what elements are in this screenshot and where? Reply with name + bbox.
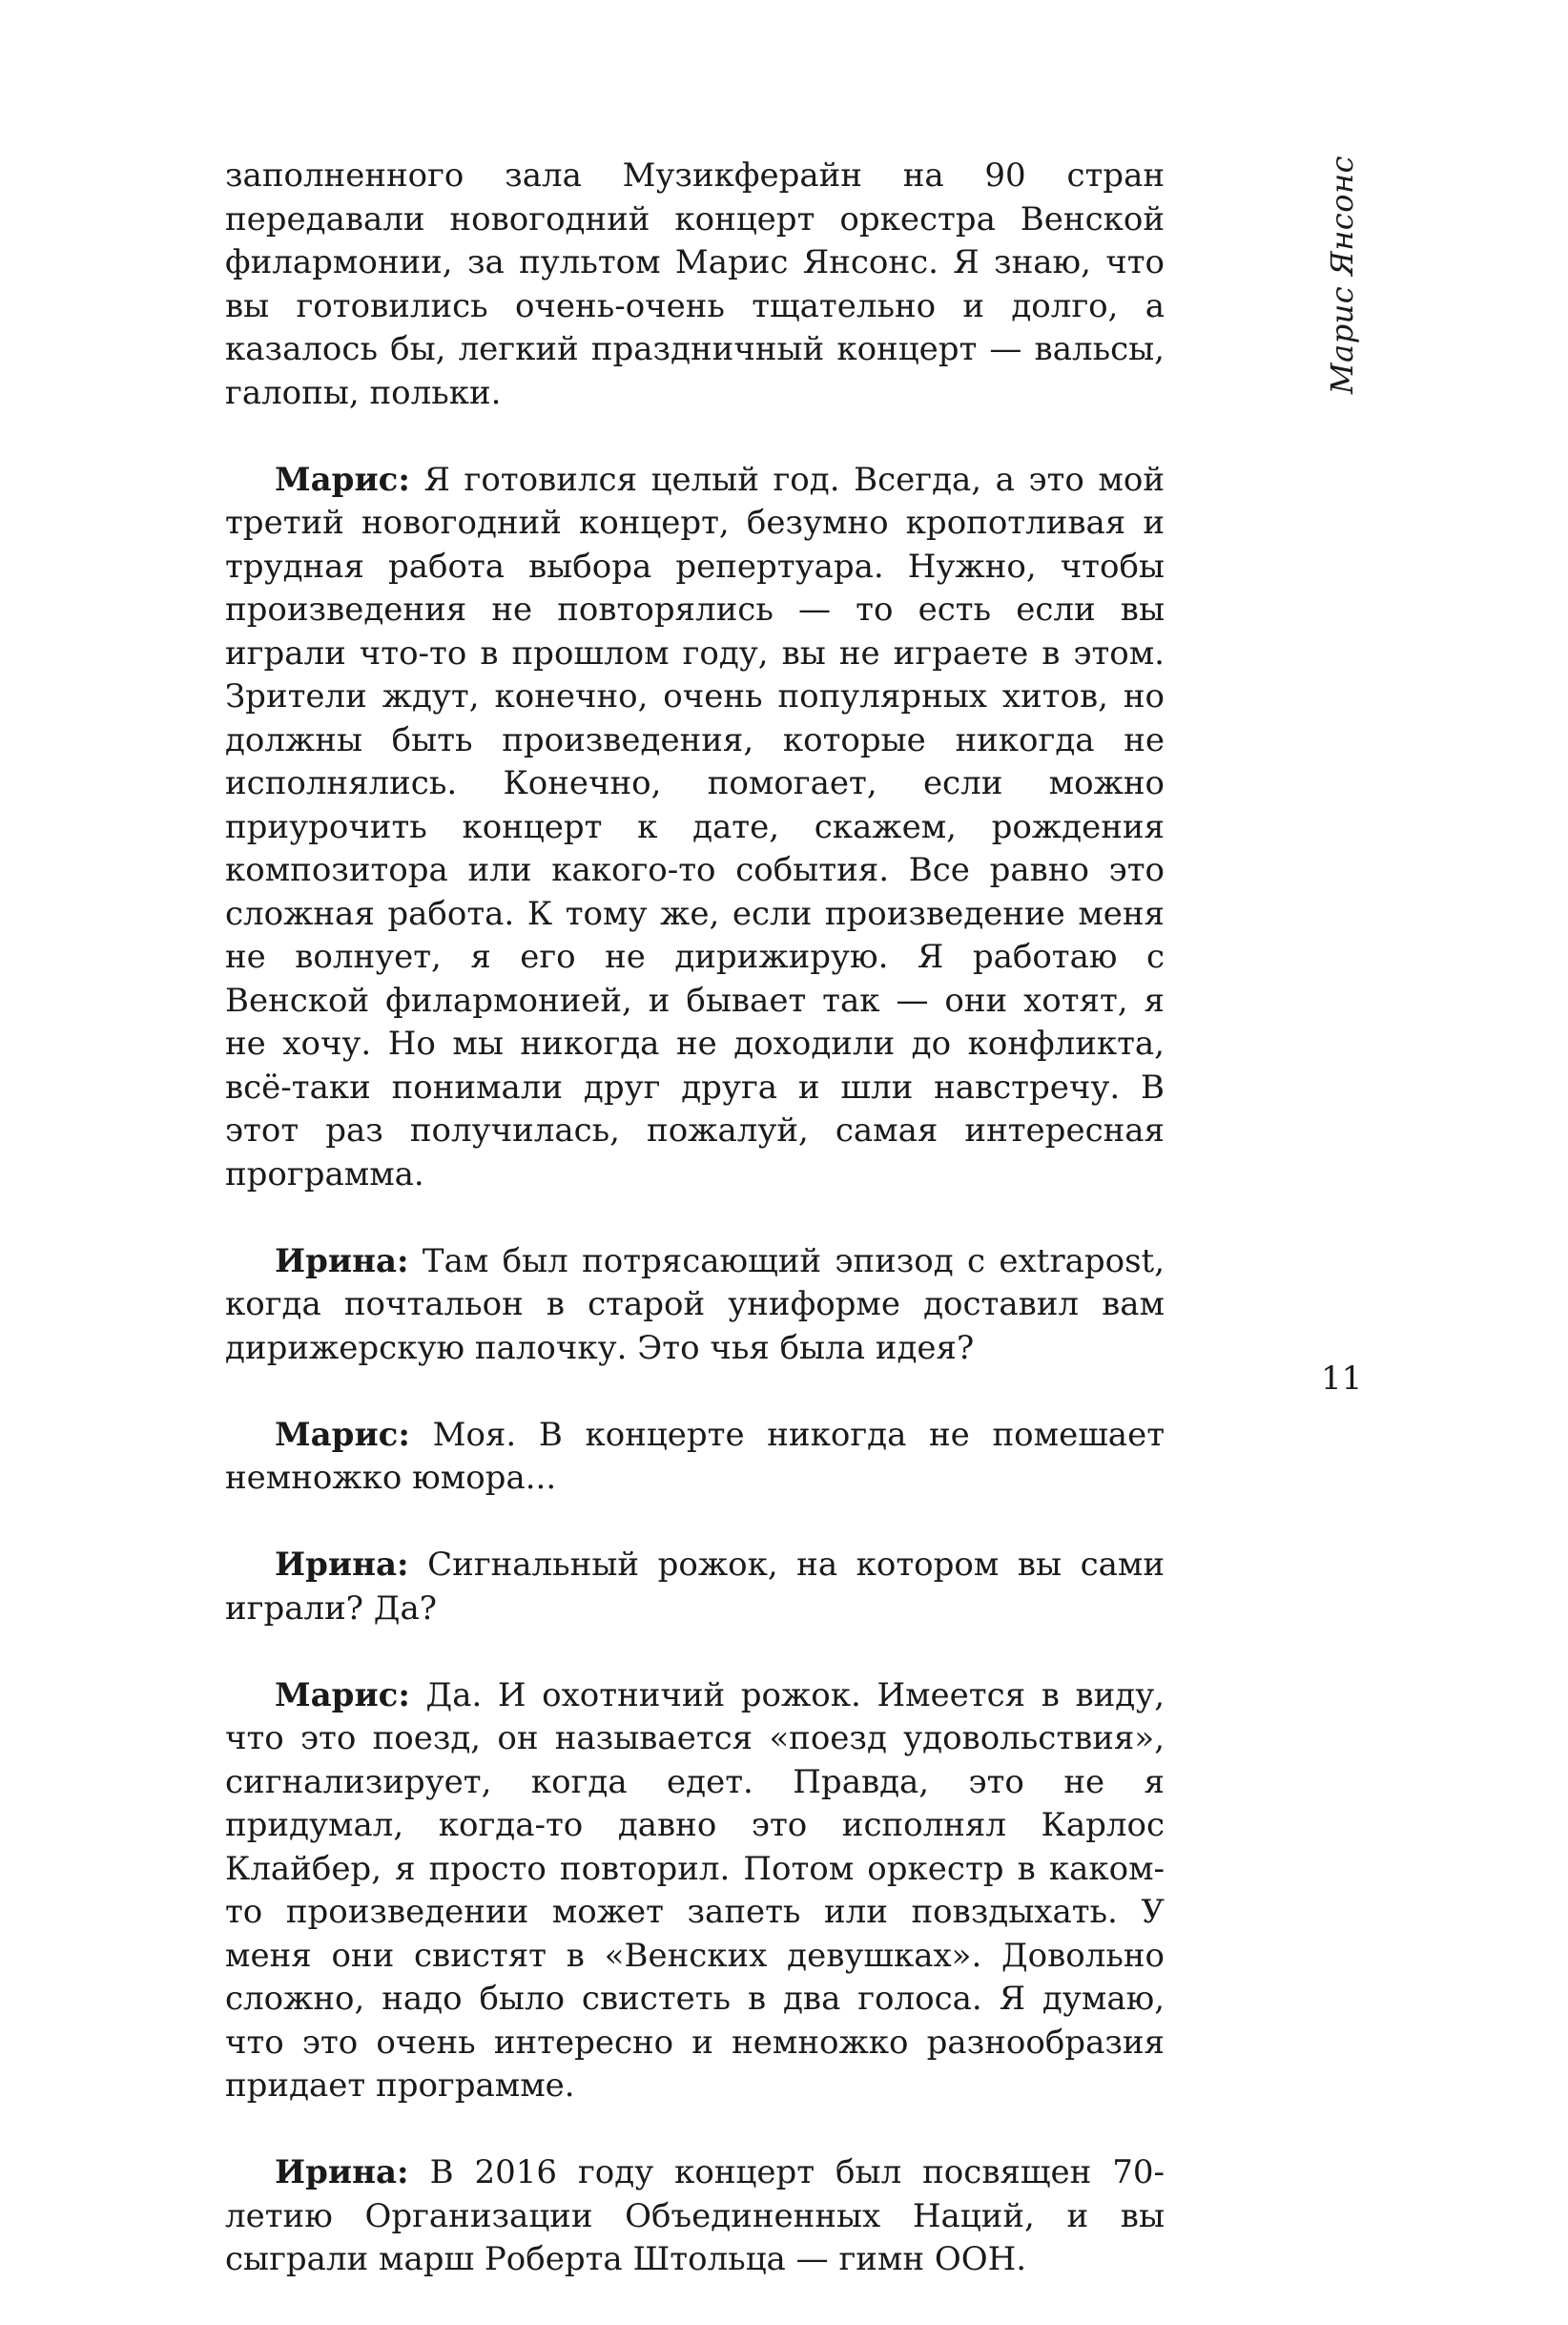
paragraph-maris-3	[225, 1674, 1165, 2108]
paragraph-irina-2	[225, 1544, 1165, 1630]
paragraph-continuation	[225, 155, 1165, 415]
speaker-label: Марис:	[275, 1415, 410, 1454]
paragraph-irina-1	[225, 1240, 1165, 1371]
paragraph-text: Сигнальный рожок, на котором вы сами играли? Да?	[225, 1546, 1165, 1628]
paragraph-text: Там был потрясающий эпизод с extrapost, когда почтальон в старой униформе доставил вам дирижерскую палочку. Это чья была идея?	[225, 1241, 1165, 1367]
speaker-label: Ирина:	[275, 2153, 409, 2191]
speaker-label: Марис:	[275, 460, 410, 499]
running-head	[1312, 155, 1372, 395]
paragraph-text: Я готовился целый год. Всегда, а это мой третий новогодний концерт, безумно кропотливая и трудная работа выбора репертуара. Нужно, чтобы произведения не повторялись — то есть если вы играли что-то в прошлом году, вы не играете в этом. Зрители ждут, конечно, очень популярных хитов, но должны быть произведения, которые никогда не исполнялись. Конечно, помогает, если можно приурочить концерт к дате, скажем, рождения композитора или какого-то события. Все равно это сложная работа. К тому же, если произведение меня не волнует, я его не дирижирую. Я работаю с Венской филармонией, и бывает так — они хотят, я не хочу. Но мы никогда не доходили до конфликта, всё-таки понимали друг друга и шли навстречу. В этот раз получилась, пожалуй, самая интересная программа.	[225, 460, 1165, 1194]
page-number: 11	[1321, 1360, 1363, 1398]
speaker-label: Марис:	[275, 1675, 410, 1714]
running-head-text: Марис Янсонс	[1324, 155, 1360, 395]
speaker-label: Ирина:	[275, 1546, 409, 1584]
paragraph-text: Моя. В концерте никогда не помешает немножко юмора...	[225, 1415, 1166, 1497]
paragraph-maris-1	[225, 459, 1165, 1197]
paragraph-text: В 2016 году концерт был посвящен 70-летию Организации Объединенных Наций, и вы сыграли марш Роберта Штольца — гимн ООН.	[225, 2153, 1166, 2278]
page-body-text	[225, 155, 1165, 2325]
paragraph-irina-3	[225, 2151, 1165, 2282]
paragraph-maris-2	[225, 1414, 1165, 1501]
speaker-label: Ирина:	[275, 1241, 409, 1280]
paragraph-text: заполненного зала Музикферайн на 90 стран передавали новогодний концерт оркестра Венской филармонии, за пультом Марис Янсонс. Я знаю, что вы готовились очень-очень тщательно и долго, а казалось бы, легкий праздничный концерт — вальсы, галопы, польки.	[225, 156, 1165, 412]
paragraph-text: Да. И охотничий рожок. Имеется в виду, что это поезд, он называется «поезд удовольствия», сигнализирует, когда едет. Правда, это не я придумал, когда-то давно это исполнял Карлос Клайбер, я просто повторил. Потом оркестр в каком-то произведении может запеть или повздыхать. У меня они свистят в «Венских девушках». Довольно сложно, надо было свистеть в два голоса. Я думаю, что это очень интересно и немножко разнообразия придает программе.	[225, 1675, 1166, 2105]
